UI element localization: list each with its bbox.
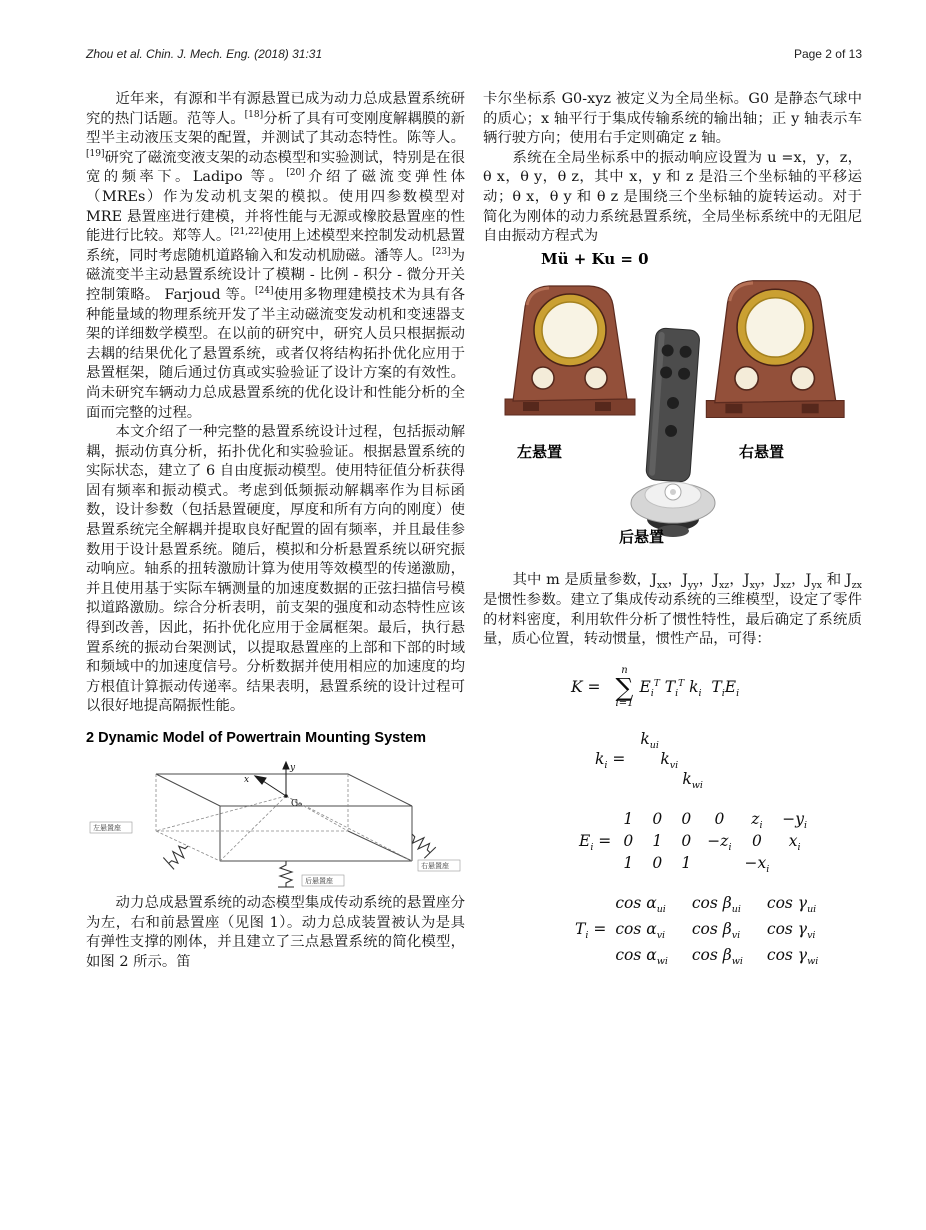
page-header xyxy=(86,47,862,61)
powertrain-model-diagram xyxy=(86,756,465,891)
figure-mount-tags xyxy=(90,822,460,886)
matrix-cell: 0 xyxy=(714,810,725,829)
mounts-illustration xyxy=(483,273,862,565)
mount-label-left: 左悬置 xyxy=(517,444,563,462)
matrix-entry: $k_{ui}$ xyxy=(640,730,659,752)
rear-bracket-plate xyxy=(646,328,700,483)
equation-e-matrix xyxy=(579,809,862,876)
equation-t-matrix xyxy=(575,893,862,966)
spring-symbols xyxy=(163,828,435,887)
overview-paragraph: 本文介绍了一种完整的悬置系统设计过程，包括振动解耦，振动仿真分析，拓扑优化和实验验证。根据悬置系统的实际状态，建立了 6 自由度振动模型。使用特征值分析获得固有频率和振动模式。考虑到低频振动解耦率作为目标函数，设计参数（包括悬置硬度，厚度和所有方向的刚度）使悬置系统完全解耦并提取良好配置的固有频率，并且最佳参数用于设计悬置系统。随后，模拟和分析悬置系统以研究振动响应。轴系的扭转激励计算为使用等效模型的传递激励，并且使用基于实际车辆测量的加速度数据的正弦扫描信号模拟道路激励。综合分析表明，前支架的强度和动态特性应该得到改善，因此，拓扑优化应用于金属框架。最后，执行悬置系统的振动台架测试，以提取悬置座的上部和下部的时域和频域中的加速度信号。分析数据并使用相应的加速度的均方根值计算振动传递率。结果表明，悬置系统的设计过程可以很好地提高隔振性能。 xyxy=(86,424,465,715)
vibration-paragraph: 系统在全局坐标系中的振动响应设置为 u =x，y，z，θ x，θ y，θ z，其中 x，y 和 z 是沿三个坐标轴的平移运动；θ x，θ y 和 θ z 是围绕三个坐标轴的旋转运动。对于简化为刚体的动力系统悬置系统，全局坐标系统中的无阻尼自由振动方程式为 xyxy=(483,149,862,245)
equation-lhs: K = xyxy=(571,677,601,696)
matrix-cell: 1 xyxy=(623,810,634,829)
matrix-cell: 0 xyxy=(751,832,762,851)
equation-k-diagonal-matrix xyxy=(595,729,862,792)
matrix-cell: $\cos \beta_{ui}$ xyxy=(691,894,741,916)
citation-text: Zhou et al. Chin. J. Mech. Eng. (2018) 31:31 xyxy=(86,47,323,61)
mount-label-right: 右悬置 xyxy=(739,444,785,462)
axis-y-label: y xyxy=(290,763,296,774)
figure-dynamic-model xyxy=(86,756,465,891)
section-heading: 2 Dynamic Model of Powertrain Mounting System xyxy=(86,730,426,746)
intro-paragraph: 近年来，有源和半有源悬置已成为动力总成悬置系统研究的热门话题。范等人。[18]分析了具有可变刚度解耦膜的新型半主动液压支架的配置，并测试了其动态特性。陈等人。[19]研究了磁流变液支架的动态模型和实验测试，特别是在很宽的频率下。Ladipo 等。[20]介绍了磁流变弹性体（MREs）作为发动机支架的模拟。使用四参数模型对 MRE 悬置座进行建模，并将性能与无源或橡胶悬置座的性能进行比较。郑等人。[21,22]使用上述模型来控制发动机悬置系统，同时考虑随机道路输入和发动机励磁。潘等人。[23]为磁流变半主动悬置系统设计了模糊 - 比例 - 积分 - 微分开关控制策略。 Farjoud 等。[24]使用多物理建模技术为具有各种能量域的物理系统开发了半主动磁流变发动机和变速器支架的详细数学模型。在以前的研究中，研究人员只根据振动去耦的结果优化了悬置系统，或者仅将结构拓扑优化应用于悬置框架，随后通过仿真或实验验证了设计方案的有效性。尚未研究车辆动力总成悬置系统的优化设计和性能分析的全面而完整的过程。 xyxy=(86,91,465,421)
matrix-cell: 0 xyxy=(652,810,663,829)
left-column xyxy=(86,90,465,972)
matrix-cell: $-y_i$ xyxy=(782,810,808,832)
equation-rhs: $E_i^T$ $T_i^T$ $k_i$ $T_iE_i$ xyxy=(639,677,740,699)
matrix-entry: $k_{vi}$ xyxy=(660,750,679,772)
matrix-cell: 0 xyxy=(681,832,692,851)
t-matrix-grid xyxy=(615,893,818,966)
coords-paragraph: 卡尔坐标系 G0-xyz 被定义为全局坐标。G0 是静态气球中的质心；x 轴平行于集成传输系统的输出轴；正 y 轴表示车辆行驶方向；使用右手定则确定 z 轴。 xyxy=(483,91,862,147)
diagonal-matrix xyxy=(634,729,703,792)
coordinate-axes-icon xyxy=(255,762,289,798)
axis-x-label: x xyxy=(244,775,250,786)
matrix-cell: $\cos \alpha_{ui}$ xyxy=(615,894,666,916)
model-left-mount-label: 左悬置座 xyxy=(93,824,121,833)
matrix-cell: 1 xyxy=(652,832,663,851)
matrix-cell: 1 xyxy=(681,854,692,873)
equation-lhs: $T_i$ = xyxy=(575,920,607,942)
matrix-cell: 0 xyxy=(652,854,663,873)
matrix-cell: $\cos \gamma_{wi}$ xyxy=(766,946,819,968)
matrix-cell: $\cos \alpha_{vi}$ xyxy=(615,920,666,942)
inertia-paragraph: 其中 m 是质量参数，$J_{xx}$，$J_{yy}$，$J_{xz}$，$J_{xy}$，$J_{xz}$，$J_{yx}$ 和 $J_{zx}$ 是惯性参数。建立了集成传动系统的三维模型，设定了零件的材料密度，利用软件分析了惯性特性，最后确定了系统质量，质心位置，转动惯量，惯性产品，可得： xyxy=(483,572,862,648)
matrix-cell: 1 xyxy=(623,854,634,873)
matrix-cell: $x_i$ xyxy=(788,832,801,854)
mount-label-rear: 后悬置 xyxy=(619,529,665,547)
page-number: Page 2 of 13 xyxy=(793,47,862,61)
matrix-cell: 0 xyxy=(623,832,634,851)
matrix-cell: $z_i$ xyxy=(751,810,763,832)
summation-upper-limit: n xyxy=(621,664,628,676)
equation-lhs: $E_i$ = xyxy=(579,831,612,853)
matrix-cell: $-z_i$ xyxy=(707,832,732,854)
right-column xyxy=(483,90,862,966)
sigma-glyph: ∑ xyxy=(615,672,634,702)
model-right-mount-label: 右悬置座 xyxy=(421,862,449,871)
matrix-cell: $\cos \alpha_{wi}$ xyxy=(615,946,668,968)
equation-stiffness-matrix xyxy=(571,666,862,710)
matrix-cell: $\cos \beta_{wi}$ xyxy=(691,946,743,968)
left-mount-render xyxy=(505,286,635,415)
matrix-entry: $k_{wi}$ xyxy=(682,770,703,792)
summation-lower-limit: i=1 xyxy=(615,698,634,710)
matrix-cell: $-x_i$ xyxy=(744,854,770,876)
matrix-cell: $\cos \gamma_{ui}$ xyxy=(766,894,817,916)
summation-symbol xyxy=(616,666,634,710)
figure-mounts xyxy=(483,273,862,565)
model-paragraph: 动力总成悬置系统的动态模型集成传动系统的悬置座分为左，右和前悬置座（见图 1）。动力总成装置被认为是具有弹性支撑的刚体，并且建立了三点悬置系统的简化模型，如图 2 所示。笛 xyxy=(86,895,465,970)
matrix-cell: $\cos \gamma_{vi}$ xyxy=(766,920,816,942)
model-rear-mount-label: 后悬置座 xyxy=(305,877,333,886)
matrix-cell xyxy=(707,853,731,873)
e-matrix-grid xyxy=(620,809,808,876)
equation-block xyxy=(483,666,862,967)
equation-free-vibration: Mü + Ku = 0 xyxy=(541,249,649,268)
matrix-cell: 0 xyxy=(681,810,692,829)
right-mount-render xyxy=(706,281,844,418)
matrix-cell xyxy=(782,853,807,873)
matrix-cell: $\cos \beta_{vi}$ xyxy=(691,920,741,942)
center-of-mass-label: G₀ xyxy=(291,799,302,810)
equation-lhs: $k_i$ = xyxy=(595,749,626,771)
